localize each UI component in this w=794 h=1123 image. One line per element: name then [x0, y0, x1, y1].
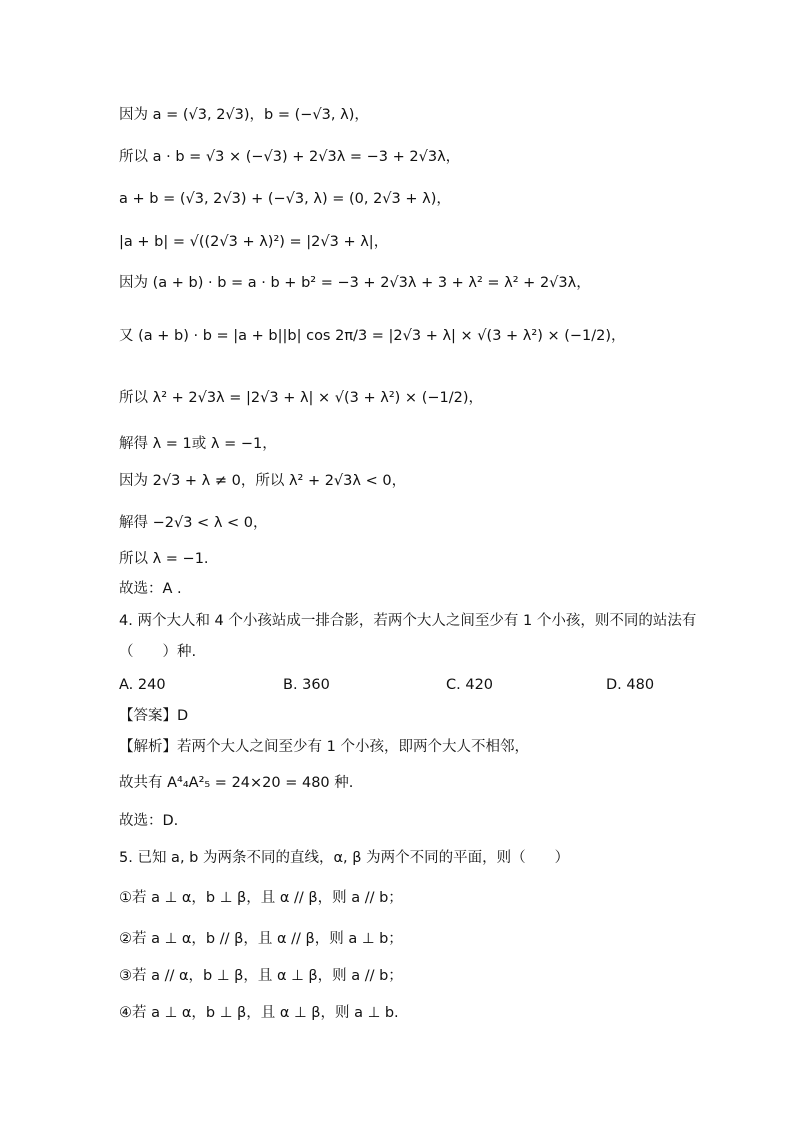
option-b: B. 360: [283, 677, 330, 693]
question4-analysis-1: 【解析】若两个大人之间至少有 1 个小孩，即两个大人不相邻，: [119, 739, 529, 755]
solution-line-11: 所以 λ = −1.: [119, 551, 209, 567]
solution-line-3: a + b = (√3, 2√3) + (−√3, λ) = (0, 2√3 + λ)，: [119, 191, 451, 207]
question4-answer: 【答案】D: [119, 708, 189, 724]
question4-analysis-2: 故共有 A⁴₄A²₅ = 24×20 = 480 种.: [119, 775, 354, 791]
question4-analysis-3: 故选：D.: [119, 813, 179, 829]
solution-line-6: 又 (a + b) · b = |a + b||b| cos 2π/3 = |2√3 + λ| × √(3 + λ²) × (−1/2)，: [119, 328, 626, 344]
question4-stem-line1: 4. 两个大人和 4 个小孩站成一排合影，若两个大人之间至少有 1 个小孩，则不同的站法有: [119, 613, 697, 629]
solution-line-2: 所以 a · b = √3 × (−√3) + 2√3λ = −3 + 2√3λ，: [119, 149, 461, 165]
question5-item-4: ④若 a ⊥ α，b ⊥ β，且 α ⊥ β，则 a ⊥ b.: [119, 1005, 399, 1021]
solution-line-9: 因为 2√3 + λ ≠ 0，所以 λ² + 2√3λ < 0，: [119, 473, 407, 489]
question5-item-3: ③若 a // α，b ⊥ β，且 α ⊥ β，则 a // b；: [119, 968, 403, 984]
solution-line-1: 因为 a = (√3, 2√3)，b = (−√3, λ)，: [119, 107, 369, 123]
solution-line-12: 故选：A .: [119, 581, 182, 597]
solution-line-10: 解得 −2√3 < λ < 0，: [119, 515, 268, 531]
question5-item-2: ②若 a ⊥ α，b // β，且 α // β，则 a ⊥ b；: [119, 931, 403, 947]
option-c: C. 420: [446, 677, 494, 693]
option-d: D. 480: [606, 677, 655, 693]
question5-item-1: ①若 a ⊥ α，b ⊥ β，且 α // β，则 a // b；: [119, 890, 403, 906]
option-a: A. 240: [119, 677, 166, 693]
solution-line-8: 解得 λ = 1或 λ = −1，: [119, 436, 277, 452]
question5-stem: 5. 已知 a, b 为两条不同的直线，α, β 为两个不同的平面，则（ ）: [119, 850, 570, 866]
question4-stem-line2: （ ）种.: [119, 644, 197, 660]
solution-line-5: 因为 (a + b) · b = a · b + b² = −3 + 2√3λ + 3 + λ² = λ² + 2√3λ，: [119, 275, 591, 291]
solution-line-4: |a + b| = √((2√3 + λ)²) = |2√3 + λ|，: [119, 234, 389, 250]
solution-line-7: 所以 λ² + 2√3λ = |2√3 + λ| × √(3 + λ²) × (−1/2)，: [119, 390, 483, 406]
